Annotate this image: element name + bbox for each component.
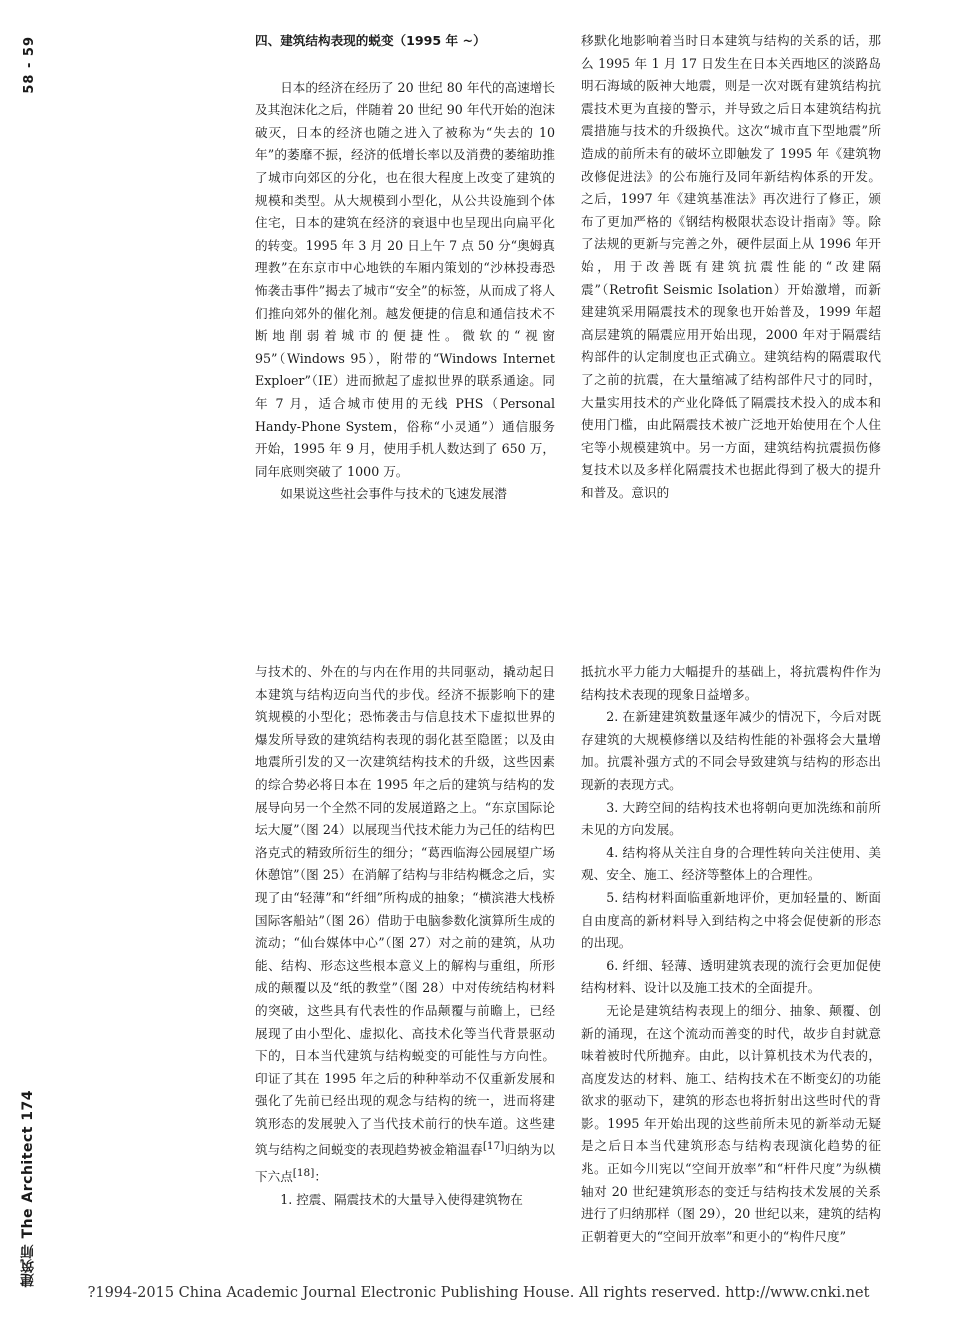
list-item: 3. 大跨空间的结构技术也将朝向更加洗练和前所未见的方向发展。: [581, 799, 881, 838]
list-item: 2. 在新建建筑数量逐年减少的情况下，今后对既存建筑的大规模修缮以及结构性能的补强将会大量增加。抗震补强方式的不同会导致建筑与结构的形态出现新的表现方式。: [581, 709, 881, 792]
paragraph-text: 归纳为以下六点: [255, 1142, 555, 1185]
journal-issue-label: 建筑师 The Architect 174: [20, 1090, 36, 1288]
paragraph: 如果说这些社会事件与技术的飞速发展潜: [280, 486, 507, 502]
list-item: 5. 结构材料面临重新地评价，更加轻量的、断面自由度高的新材料导入到结构之中将会促使新的形态的出现。: [581, 889, 881, 951]
column-top-right: [581, 30, 881, 504]
paragraph-text: ：: [314, 1169, 327, 1185]
list-item: 6. 纤细、轻薄、透明建筑表现的流行会更加促使结构材料、设计以及施工技术的全面提升。: [581, 957, 881, 996]
page-number-range: 58 - 59: [22, 36, 37, 94]
list-item: 1. 控震、隔震技术的大量导入使得建筑物在: [280, 1192, 523, 1208]
citation-ref: [18]: [292, 1167, 315, 1180]
list-item: 4. 结构将从关注自身的合理性转向关注使用、美观、安全、施工、经济等整体上的合理性。: [581, 844, 881, 883]
section-heading: 四、建筑结构表现的蜕变（1995 年 ~）: [255, 33, 486, 48]
copyright-footer: ?1994-2015 China Academic Journal Electronic Publishing House. All rights reserved. http://www.cnki.net: [87, 1285, 870, 1301]
citation-ref: [17]: [482, 1140, 505, 1153]
paragraph: 日本的经济在经历了 20 世纪 80 年代的高速增长及其泡沫化之后，伴随着 20 世纪 90 年代开始的泡沫破灭，日本的经济也随之进入了被称为“失去的 10 年”的萎靡不振，经济的低增长率以及消费的萎缩助推了城市向郊区的分化，也在很大程度上改变了建筑的规模和类型。从大规模到小型化，从公共设施到个体住宅，日本的建筑在经济的衰退中也呈现出向扁平化的转变。1995 年 3 月 20 日上午 7 点 50 分“奥姆真理教”在东京市中心地铁的车厢内策划的“沙林投毒恐怖袭击事件”揭去了城市“安全”的标签，从而成了将人们推向郊外的催化剂。越发便捷的信息和通信技术不断地削弱着城市的便捷性。微软的“视窗 95”（Windows 95），附带的“Windows Internet Exploer”（IE）进而掀起了虚拟世界的联系通途。同年 7 月，适合城市使用的无线 PHS（Personal Handy-Phone System，俗称“小灵通”）通信服务开始，1995 年 9 月，使用手机人数达到了 650 万，同年底则突破了 1000 万。: [255, 79, 555, 479]
column-bottom-left: [255, 661, 555, 1212]
paragraph: 无论是建筑结构表现上的细分、抽象、颠覆、创新的涌现，在这个流动而善变的时代，故步自封就意味着被时代所抛弃。由此，以计算机技术为代表的，高度发达的材料、施工、结构技术在不断变幻的功能欲求的驱动下，建筑的形态也将折射出这些时代的背影。1995 年开始出现的这些前所未见的新举动无疑是之后日本当代建筑形态与结构表现演化趋势的征兆。正如今川宪以“空间开放率”和“杆件尺度”为纵横轴对 20 世纪建筑形态的变迁与结构技术发展的关系进行了归纳那样（图 29），20 世纪以来，建筑的结构正朝着更大的“空间开放率”和更小的“构件尺度”: [581, 1002, 881, 1244]
paragraph-text: 与技术的、外在的与内在作用的共同驱动，撬动起日本建筑与结构迈向当代的步伐。经济不振影响下的建筑规模的小型化；恐怖袭击与信息技术下虚拟世界的爆发所导致的建筑结构表现的弱化甚至隐匿；以及由地震所引发的又一次建筑结构技术的升级，这些因素的综合势必将日本在 1995 年之后的建筑与结构的发展导向另一个全然不同的发展道路之上。“东京国际论坛大厦”（图 24）以展现当代技术能力为己任的结构巴洛克式的精致所衍生的细分；“葛西临海公园展望广场休憩馆”（图 25）在消解了结构与非结构概念之后，实现了由“轻薄”和“纤细”所构成的抽象；“横滨港大栈桥国际客船站”（图 26）借助于电脑参数化演算所生成的流动；“仙台媒体中心”（图 27）对之前的建筑，从功能、结构、形态这些根本意义上的解构与重组，所形成的颠覆以及“纸的教堂”（图 28）中对传统结构材料的突破，这些具有代表性的作品颠覆与前瞻上，已经展现了由小型化、虚拟化、高技术化等当代背景驱动下的，日本当代建筑与结构蜕变的可能性与方向性。印证了其在 1995 年之后的种种举动不仅重新发展和强化了先前已经出现的观念与结构的统一，进而将建筑形态的发展驶入了当代技术前行的快车道。这些建筑与结构之间蜕变的表现趋势被金箱温春: [255, 664, 555, 1158]
column-top-left: [255, 30, 555, 506]
paragraph: 移默化地影响着当时日本建筑与结构的关系的话，那么 1995 年 1 月 17 日发生在日本关西地区的淡路岛明石海域的阪神大地震，则是一次对既有建筑结构抗震技术更为直接的警示，并导致之后日本建筑结构抗震措施与技术的升级换代。这次“城市直下型地震”所造成的前所未有的破坏立即触发了 1995 年《建筑物改修促进法》的公布施行及同年新结构体系的开发。之后，1997 年《建筑基准法》再次进行了修正，颁布了更加严格的《钢结构极限状态设计指南》等。除了法规的更新与完善之外，硬件层面上从 1996 年开始，用于改善既有建筑抗震性能的“改建隔震”（Retrofit Seismic Isolation）开始激增，而新建建筑采用隔震技术的现象也开始普及，1999 年超高层建筑的隔震应用开始出现，2000 年对于隔震结构部件的认定制度也正式确立。建筑结构的隔震取代了之前的抗震，在大量缩减了结构部件尺寸的同时，大量实用技术的产业化降低了隔震技术投入的成本和使用门槛，由此隔震技术被广泛地开始使用在个人住宅等小规模建筑中。另一方面，建筑结构抗震损伤修复技术以及多样化隔震技术也据此得到了极大的提升和普及。意识的: [581, 33, 881, 500]
column-bottom-right: [581, 661, 881, 1248]
paragraph: 抵抗水平力能力大幅提升的基础上，将抗震构件作为结构技术表现的现象日益增多。: [581, 664, 881, 702]
paragraph: [255, 661, 555, 1189]
